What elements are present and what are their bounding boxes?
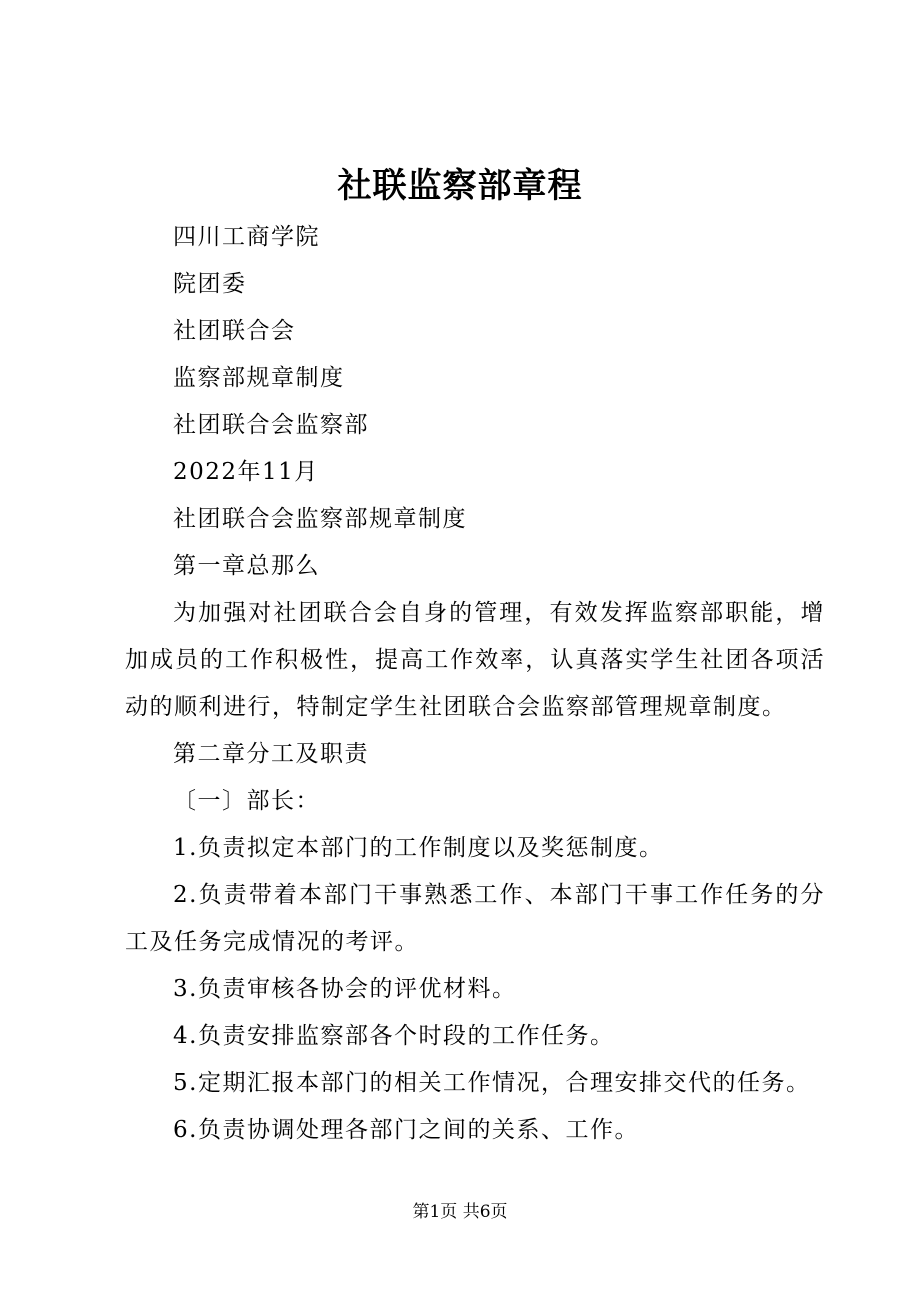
school-name: 四川工商学院 — [173, 224, 320, 250]
rules-subtitle: 社团联合会监察部规章制度 — [173, 506, 467, 532]
document-date: 2022年11月 — [173, 459, 319, 485]
duty-item-4: 4.负责安排监察部各个时段的工作任务。 — [173, 1023, 615, 1049]
chapter-1-paragraph: 为加强对社团联合会自身的管理，有效发挥监察部职能，增加成员的工作积极性，提高工作效率，认真落实学生社团各项活动的顺利进行，特制定学生社团联合会监察部管理规章制度。 — [125, 600, 825, 720]
club-union: 社团联合会 — [173, 318, 296, 344]
document-body — [125, 214, 825, 1154]
league-committee: 院团委 — [173, 271, 247, 297]
section-1-heading: 〔一〕部长： — [173, 788, 320, 814]
department-name: 社团联合会监察部 — [173, 412, 369, 438]
rules-label: 监察部规章制度 — [173, 365, 345, 391]
duty-item-5: 5.定期汇报本部门的相关工作情况，合理安排交代的任务。 — [173, 1070, 811, 1096]
duty-item-6: 6.负责协调处理各部门之间的关系、工作。 — [173, 1117, 639, 1143]
chapter-1-heading: 第一章总那么 — [173, 553, 320, 579]
duty-item-3: 3.负责审核各协会的评优材料。 — [173, 976, 517, 1002]
document-title: 社联监察部章程 — [337, 166, 583, 206]
duty-item-2: 2.负责带着本部门干事熟悉工作、本部门干事工作任务的分工及任务完成情况的考评。 — [125, 882, 825, 955]
chapter-2-heading: 第二章分工及职责 — [173, 741, 369, 767]
page-footer: 第1页 共6页 — [412, 1202, 508, 1222]
duty-item-1: 1.负责拟定本部门的工作制度以及奖惩制度。 — [173, 835, 664, 861]
